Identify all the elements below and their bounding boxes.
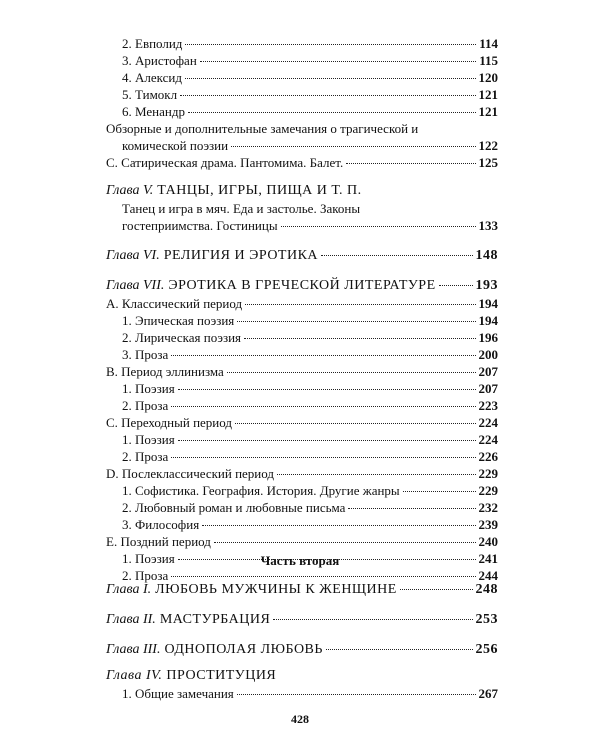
entry-page: 224 — [478, 415, 498, 430]
entry-title: 1. Общие замечания — [122, 686, 234, 701]
entry-title: гостеприимства. Гостиницы — [122, 218, 278, 233]
chapter-title: ОДНОПОЛАЯ ЛЮБОВЬ — [164, 642, 323, 657]
chapter-label: Глава II. — [106, 612, 156, 627]
chapter-title: ТАНЦЫ, ИГРЫ, ПИЩА И Т. П. — [157, 183, 362, 198]
entry-page: 125 — [478, 155, 498, 170]
chapter-label: Глава V. — [106, 183, 154, 198]
entry-page: 267 — [478, 686, 498, 701]
chapter-title: ЭРОТИКА В ГРЕЧЕСКОЙ ЛИТЕРАТУРЕ — [168, 278, 436, 293]
entry-title: 2. Проза — [122, 568, 169, 583]
entry-page: 115 — [479, 53, 498, 68]
entry-page: 114 — [479, 36, 498, 51]
chapter-title: ЛЮБОВЬ МУЖЧИНЫ К ЖЕНЩИНЕ — [155, 582, 397, 597]
entry-page: 194 — [478, 296, 498, 311]
entry-page: 121 — [478, 104, 498, 119]
entry-page: 193 — [475, 278, 498, 293]
entry-title: комической поэзии — [122, 138, 229, 153]
chapter-label: Глава VI. — [106, 248, 160, 263]
entry-page: 200 — [478, 347, 498, 362]
entry-title: 1. Софистика. География. История. Другие жанры — [122, 483, 400, 498]
entry-title: 6. Менандр — [122, 104, 185, 119]
entry-title: А. Классический период — [106, 296, 243, 311]
entry-page: 244 — [478, 568, 498, 583]
entry-page: 239 — [478, 517, 498, 532]
entry-page: 253 — [475, 612, 498, 627]
entry-title: 1. Эпическая поэзия — [122, 313, 235, 328]
entry-page: 120 — [478, 70, 498, 85]
entry-page: 148 — [475, 248, 498, 263]
entry-title: 2. Проза — [122, 449, 169, 464]
entry-page: 196 — [478, 330, 498, 345]
toc-entry — [122, 686, 498, 701]
entry-title: 1. Поэзия — [122, 551, 175, 566]
entry-page: 256 — [475, 642, 498, 657]
entry-page: 240 — [478, 534, 498, 549]
overview-line-1: Обзорные и дополнительные замечания о трагической и — [106, 121, 419, 136]
entry-title: 4. Алексид — [122, 70, 182, 85]
entry-page: 229 — [478, 466, 498, 481]
entry-page: 226 — [478, 449, 498, 464]
entry-page: 194 — [478, 313, 498, 328]
chapter-summary-line-1: Танец и игра в мяч. Еда и застолье. Законы — [122, 201, 361, 216]
entry-title: 1. Поэзия — [122, 432, 175, 447]
chapter-label: Глава I. — [106, 582, 152, 597]
entry-page: 229 — [478, 483, 498, 498]
entry-title: С. Переходный период — [106, 415, 232, 430]
page-number: 428 — [291, 712, 309, 726]
entry-title: 2. Лирическая поэзия — [122, 330, 242, 345]
entry-page: 133 — [478, 218, 498, 233]
entry-page: 121 — [478, 87, 498, 102]
entry-title: D. Послеклассический период — [106, 466, 275, 481]
entry-title: Е. Поздний период — [106, 534, 211, 549]
entry-title: 2. Любовный роман и любовные письма — [122, 500, 346, 515]
entry-page: 207 — [478, 381, 498, 396]
entry-page: 122 — [478, 138, 498, 153]
part-heading: Часть вторая — [260, 553, 340, 568]
chapter-title: МАСТУРБАЦИЯ — [159, 612, 271, 627]
entry-page: 224 — [478, 432, 498, 447]
chapter-label: Глава IV. — [106, 668, 163, 683]
entry-page: 207 — [478, 364, 498, 379]
entry-title: 3. Аристофан — [122, 53, 197, 68]
entry-title: 1. Поэзия — [122, 381, 175, 396]
chapter-title: РЕЛИГИЯ И ЭРОТИКА — [163, 248, 319, 263]
chapter-label: Глава III. — [106, 642, 161, 657]
entry-title: С. Сатирическая драма. Пантомима. Балет. — [106, 155, 344, 170]
entry-page: 248 — [475, 582, 498, 597]
chapter-heading — [106, 668, 276, 683]
entry-title: 3. Философия — [122, 517, 200, 532]
entry-page: 241 — [478, 551, 498, 566]
entry-title: 5. Тимокл — [122, 87, 178, 102]
chapter-label: Глава VII. — [106, 278, 165, 293]
entry-page: 223 — [478, 398, 498, 413]
entry-title: 2. Евполид — [122, 36, 183, 51]
entry-page: 232 — [478, 500, 498, 515]
chapter-title: ПРОСТИТУЦИЯ — [166, 668, 277, 683]
entry-title: 2. Проза — [122, 398, 169, 413]
entry-title: В. Период эллинизма — [106, 364, 224, 379]
entry-title: 3. Проза — [122, 347, 169, 362]
